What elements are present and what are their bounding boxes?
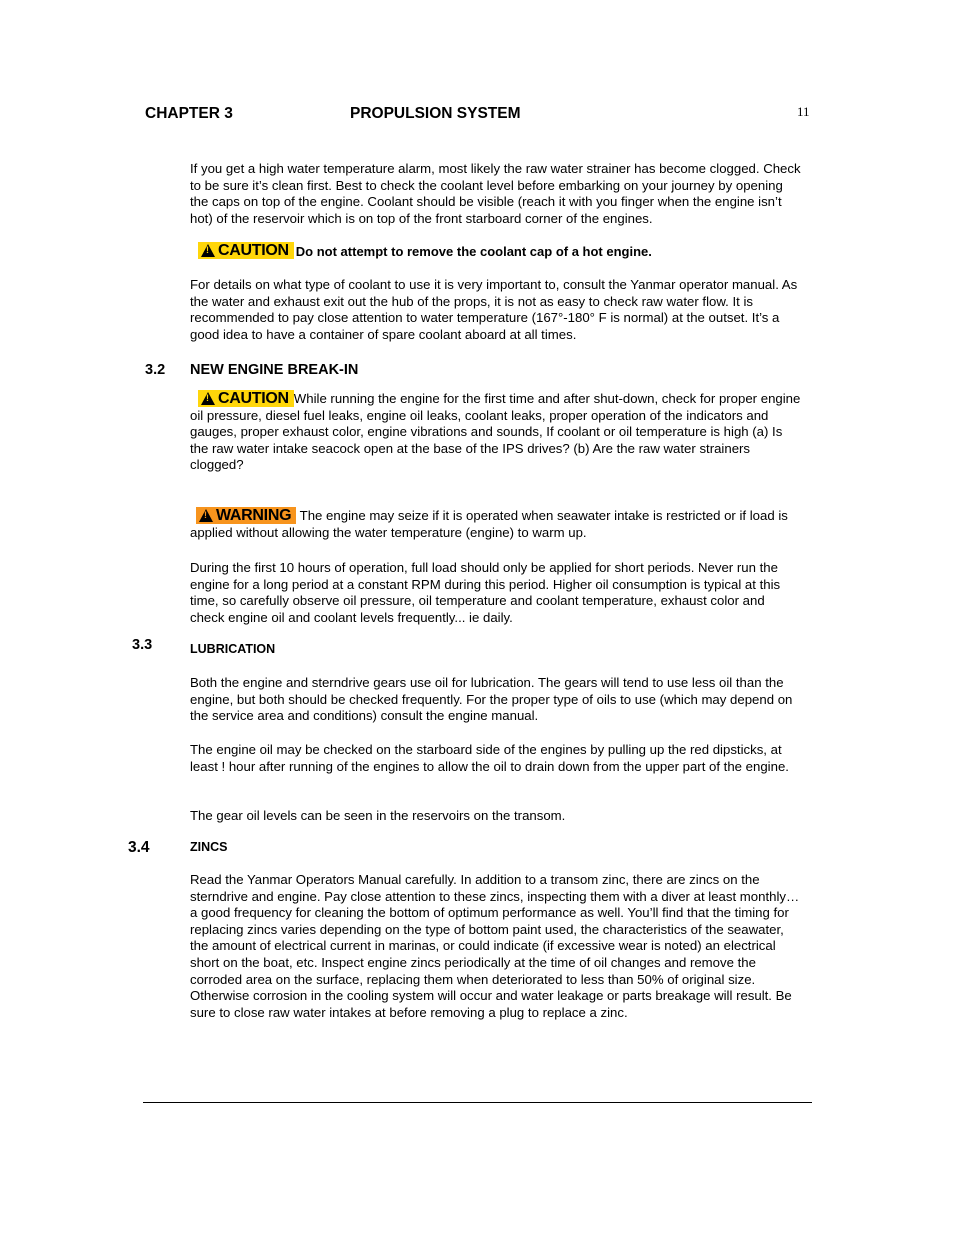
breakin-text: During the first 10 hours of operation, full load should only be applied for short periods. Never run the engine for a long period at a constant RPM during this period. Higher oil consumption is typical at this time, so carefully observe oil pressure, oil temperature and coolant temperature, exhaust color and check engine oil and coolant levels frequently... ie daily.	[190, 560, 781, 625]
section-number-3-3: 3.3	[132, 637, 153, 653]
caution-coolant	[198, 242, 652, 259]
warning-triangle-icon	[201, 392, 215, 405]
section-number-3-4: 3.4	[128, 839, 150, 856]
caution-badge-text: CAUTION	[218, 242, 289, 259]
breakin-caution-text: While running the engine for the first time and after shut-down, check for proper engine oil pressure, diesel fuel leaks, engine oil leaks, coolant leaks, proper operation of the indicators and gauges, proper exhaust color, engine vibrations and sounds, If coolant or oil temperature is high (a) Is the raw water intake seacock open at the base of the IPS drives? (b) Are the raw water strainers clogged?	[190, 391, 801, 473]
intro-text-1: If you get a high water temperature alarm, most likely the raw water strainer has become clogged. Check to be sure it’s clean first. Best to check the coolant level before embarking on your journey by opening the caps on top of the engine. Coolant should be visible (reach it with you finger when the engine isn’t hot) of the reservoir which is on top of the front starboard corner of the engines.	[190, 161, 801, 226]
lubrication-paragraph-3	[190, 808, 802, 825]
lubrication-paragraph-1	[190, 675, 802, 725]
warning-badge	[196, 507, 296, 524]
warning-triangle-icon	[199, 509, 213, 522]
section-title-3-3: LUBRICATION	[190, 642, 276, 656]
chapter-label: CHAPTER 3	[145, 105, 233, 122]
caution-badge	[198, 390, 294, 407]
caution-badge-text: CAUTION	[218, 390, 289, 407]
breakin-caution-block	[190, 390, 802, 474]
lubrication-text-3: The gear oil levels can be seen in the reservoirs on the transom.	[190, 808, 566, 823]
page-number: 11	[797, 104, 810, 119]
lubrication-text-2: The engine oil may be checked on the starboard side of the engines by pulling up the red dipsticks, at least ! hour after running of the engines to allow the oil to drain down from the upper part of the engine.	[190, 742, 789, 774]
lubrication-paragraph-2	[190, 742, 802, 775]
caution-coolant-text: Do not attempt to remove the coolant cap of a hot engine.	[295, 244, 652, 259]
section-number-3-2: 3.2	[145, 362, 166, 378]
warning-block	[190, 507, 802, 541]
zincs-paragraph	[190, 872, 802, 1021]
warning-badge-text: WARNING	[216, 507, 292, 524]
zincs-text: Read the Yanmar Operators Manual carefully. In addition to a transom zinc, there are zincs on the sterndrive and engine. Pay close attention to these zincs, inspecting them with a diver at least monthly…a good frequency for cleaning the bottom of optimum performance as well. You’ll find that the timing for replacing zincs varies depending on the type of bottom paint used, the characteristics of the seawater, the amount of electrical current in marinas, or could indicate (if excessive wear is noted) an electrical short on the boat, etc. Inspect engine zincs periodically at the time of oil changes and remove the corroded area on the surface, replacing them when deteriorated to less than 50% of original size. Otherwise corrosion in the cooling system will occur and water leakage or parts breakage will result. Be sure to close raw water intakes at before removing a plug to replace a zinc.	[190, 872, 800, 1020]
warning-text: The engine may seize if it is operated when seawater intake is restricted or if load is applied without allowing the water temperature (engine) to warm up.	[190, 508, 788, 540]
chapter-title: PROPULSION SYSTEM	[350, 105, 521, 122]
intro-paragraph	[190, 161, 802, 227]
section-title-3-2: NEW ENGINE BREAK-IN	[190, 362, 359, 378]
coolant-paragraph	[190, 277, 802, 343]
section-title-3-4: ZINCS	[190, 840, 228, 854]
breakin-paragraph	[190, 560, 802, 626]
coolant-text: For details on what type of coolant to use it is very important to, consult the Yanmar operator manual. As the water and exhaust exit out the hub of the props, it is not as easy to check raw water flow. It is recommended to pay close attention to water temperature (167°-180° F is normal) at the outset. It’s a good idea to have a container of spare coolant aboard at all times.	[190, 277, 798, 342]
warning-triangle-icon	[201, 244, 215, 257]
footer-divider	[143, 1102, 812, 1103]
lubrication-text-1: Both the engine and sterndrive gears use oil for lubrication. The gears will tend to use less oil than the engine, but both should be checked frequently. For the proper type of oils to use (which may depend on the service area and conditions) consult the engine manual.	[190, 675, 793, 724]
caution-badge	[198, 242, 294, 259]
